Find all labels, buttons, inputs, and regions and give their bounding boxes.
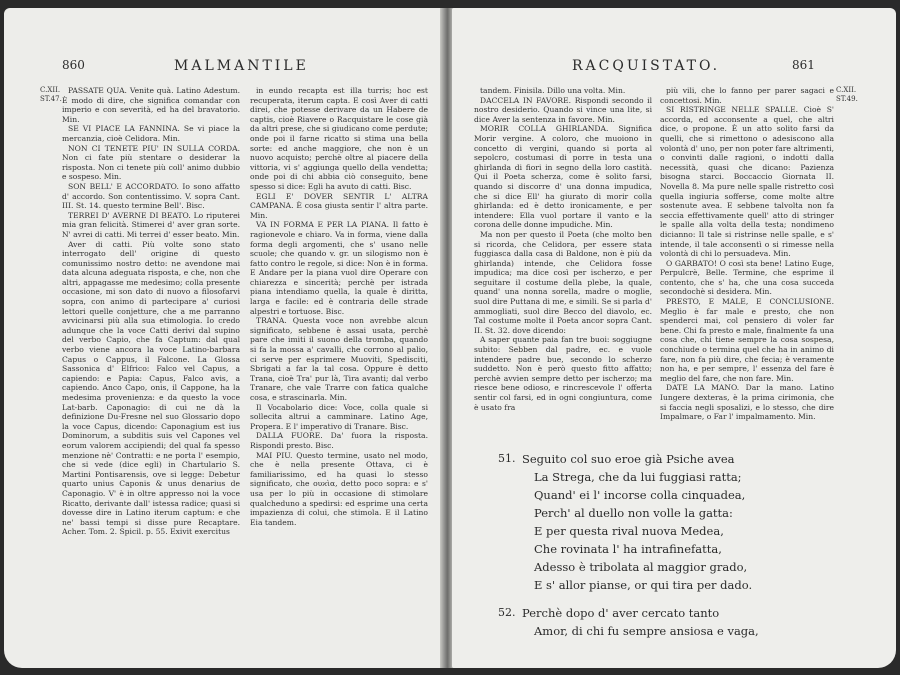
verse-line bbox=[498, 604, 862, 622]
verse-text: Amor, di chi fu sempre ansiosa e vaga, bbox=[534, 624, 759, 638]
verse-text: Che rovinata l' ha intrafinefatta, bbox=[534, 542, 722, 556]
commentary-paragraph: SON BELL' E ACCORDATO. Io sono affatto d' accordo. Son contentissimo. V. sopra Cant. III. St. 14. questo termine Bell'. Bisc. bbox=[62, 181, 240, 211]
commentary-paragraph: Ma non per questo il Poeta (che molto ben si ricorda, che Celidora, per essere stata fuggiasca dalla casa di Baldone, non è più da ghirlanda) intende, che Celidora fosse impudica; ma dice così per ischerzo, e per seguitare il costume della plebe, la quale, quand' una nonna sorella, madre o moglie, suol dire Puttana di me, e simili. Se si parla d' ammogliati, suol dire Becco del diavolo, ec. Tal costume molte il Poeta ancor sopra Cant. II. St. 32. dove dicendo: bbox=[474, 229, 652, 335]
verse-line bbox=[498, 450, 862, 468]
commentary-paragraph: Il Vocabolario dice: Voce, colla quale si sollecita altrui a camminare. Latino Age, Propera. E l' imperativo di Tranare. Bisc. bbox=[250, 402, 428, 431]
verse-line bbox=[522, 576, 862, 594]
left-page bbox=[4, 8, 442, 668]
right-page bbox=[452, 8, 896, 668]
verse-line bbox=[522, 468, 862, 486]
verse-text: E per questa rival nuova Medea, bbox=[534, 524, 724, 538]
commentary-paragraph: DALLA FUORE. Da' fuora la risposta. Rispondi presto. Bisc. bbox=[250, 431, 428, 450]
verse-line bbox=[522, 540, 862, 558]
commentary-paragraph: più vili, che lo fanno per parer sagaci e concettosi. Min. bbox=[660, 86, 834, 105]
verse-text: Quand' ei l' incorse colla cinquadea, bbox=[534, 488, 746, 502]
commentary-paragraph: SI RISTRINGE NELLE SPALLE. Cioè S' accorda, ed acconsente a quel, che altri dice, o propone. È un atto solito farsi da quelli, che si rimettono o adesiscono alla volontà d' uno, per non poter fare altrimenti, o convinti dalle ragioni, o indotti dalla necessità, quasi che dicano: Pazienza bisogna starci. Boccaccio Giornata II. Novella 8. Ma pure nelle spalle ristretto così quella ingiuria sofferse, come molte altre sostenute avea. E sebbene talvolta non fa seccia effettivamente quell' atto di stringer le spalle alla volta della testa; nondimeno dicianno: Il tale si ristrinse nelle spalle, e s' intende, il tale acconsentì o si rimesse nella volontà di chi lo persuadeva. Min. bbox=[660, 105, 834, 259]
commentary-paragraph: PRESTO, E MALE, E CONCLUSIONE. Meglio è far male e presto, che non spenderci mai, col pensiero di voler far bene. Chi fa presto e male, finalmente fa una cosa che, chi tiene sempre la cosa sospesa, conchiude o termina quel che ha in animo di fare, non fa più dire, che fecia; è veramente non ha, e per sempre, l' essenza del fare è meglio del fare, che non fare. Min. bbox=[660, 297, 834, 383]
commentary-paragraph: SE VI PIACE LA FANNINA. Se vi piace la mercanzia, cioè Celidora. Min. bbox=[62, 124, 240, 143]
verse-text: La Strega, che da lui fuggiasi ratta; bbox=[534, 470, 742, 484]
commentary-paragraph: TERREI D' AVERNE DI BEATO. Lo riputerei mia gran felicità. Stimerei d' aver gran sorte. N' avrei di catti. Mi terrei d' esser beato. Min. bbox=[62, 210, 240, 239]
commentary-paragraph: EGLI E' DOVER SENTIR L' ALTRA CAMPANA. È cosa giusta sentir l' altra parte. Min. bbox=[250, 191, 428, 220]
right-column-2 bbox=[660, 86, 834, 442]
verse-line bbox=[522, 486, 862, 504]
commentary-paragraph: TRANA. Questa voce non avrebbe alcun significato, sebbene è assai usata, perchè pare che imiti il suono della tromba, quando si fa la mossa a' cavalli, che corrono al palio, ci serve per esprimere Muoviti, Spedisciti, Sbrigati a far la tal cosa. Oppure è detto Trana, cioè Tra' pur là, Tira avanti; dal verbo Tranare, che vale Trarre con fatica qualche cosa, e strascinarla. Min. bbox=[250, 316, 428, 402]
stanza-number: 52. bbox=[498, 606, 516, 619]
stanza-number: 51. bbox=[498, 452, 516, 465]
commentary-paragraph: A saper quante paia fan tre buoi: soggiugne subito: Sebben dal padre, ec. e vuole intendere padre bue, secondo lo scherzo suddetto. Non è però questo fitto affatto; perchè avvien sempre detto per ischerzo; ma riesce bene odioso, e rincrescevole l' offerta sentir col farsi, ed in ogni congiuntura, come è usato fra bbox=[474, 335, 652, 412]
page-number-left: 860 bbox=[62, 58, 85, 72]
commentary-paragraph: DACCELA IN FAVORE. Rispondi secondo il nostro desiderio. Quando si vince una lite, si dice Aver la sentenza in favore. Min. bbox=[474, 95, 652, 124]
margin-note-right: C.XII. ST.49. bbox=[836, 86, 858, 103]
verse-text: Perchè dopo d' aver cercato tanto bbox=[522, 606, 720, 620]
left-column-1 bbox=[62, 86, 240, 616]
page-number-right: 861 bbox=[792, 58, 815, 72]
commentary-paragraph: MAI PIU. Questo termine, usato nel modo, che è nella presente Ottava, ci è familiarissimo, ed ha quasi lo stesso significato, che ουϰὶα, detto poco sopra: e s' usa per lo più in occasione di stimolare qualcheduno a spedirsi: ed esprime una certa impazienza di colui, che stimola. E il Latino Eia tandem. bbox=[250, 450, 428, 527]
commentary-paragraph: tandem. Finisila. Dillo una volta. Min. bbox=[480, 86, 626, 95]
commentary-paragraph: O GARBATO! O così sta bene! Latino Euge, Perpulcrè, Belle. Termine, che esprime il contento, che s' ha, che una cosa succeda secondochè si desidera. Min. bbox=[660, 258, 834, 297]
verse-text: Perch' al duello non volle la gatta: bbox=[534, 506, 733, 520]
verse-text: Seguito col suo eroe già Psiche avea bbox=[522, 452, 735, 466]
verse-block bbox=[498, 450, 862, 640]
verse-text: Adesso è tribolata al maggior grado, bbox=[534, 560, 748, 574]
right-column-1 bbox=[474, 86, 652, 442]
commentary-paragraph: DATE LA MANO. Dar la mano. Latino Iungere dexteras, è la prima cirimonia, che si faccia negli sposalizi, e lo stesso, che dire Impalmare, o Far l' impalmamento. Min. bbox=[660, 383, 834, 422]
commentary-paragraph: MORIR COLLA GHIRLANDA. Significa Morir vergine. A coloro, che muoiono in concetto di vergini, quando si porta al sepolcro, costumasi di porre in testa una ghirlanda di fiori in segno della loro castità. Qui il Poeta scherza, come è solito farsi, quando si discorre d' una donna impudica, che si dice Ell' ha giurato di morir colla ghirlanda: ed è detto ironicamente, e per intendere: Ella vuol portare il vanto e la corona delle donne impudiche. Min. bbox=[474, 124, 652, 230]
commentary-paragraph: in eundo recapta est illa turris; hoc est recuperata, iterum capta. E così Aver di catti direi, che potesse derivare da un Habere de captis, cioè Riavere o Racquistare le cose già da altri prese, che si giudicano come perdute; onde poi il farne ricatto si stima una bella sorte: ed anche maggiore, che non è un nuovo acquisto; perchè oltre al piacere della vittoria, vi s' aggiunga quello della vendetta; onde poi di chi abbia ciò conseguito, bene spesso si dice: Egli ha avuto di catti. Bisc. bbox=[250, 86, 428, 191]
verse-line bbox=[522, 504, 862, 522]
verse-line bbox=[522, 558, 862, 576]
running-head-left: MALMANTILE bbox=[174, 58, 309, 74]
verse-line bbox=[522, 522, 862, 540]
commentary-paragraph: Aver di catti. Più volte sono stato interrogato dell' origine di questo comunissimo nostro detto: ne avendone mai data alcuna adeguata risposta, e che, non che altri, appagasse me medesimo; colla presente occasione, mi son dato di nuovo a filosofarvi sopra, con animo di partecipare a' curiosi lettori quelle conjetture, che a me parranno avvicinarsi più alla sua etimologia. Io credo adunque che la voce Catti derivi dal supino del verbo Capio, che fa Captum: dal qual verbo viene ancora la voce Latino-barbara Capus o Cappus, il Falcone. La Glossa Sassonica d' Elfrico: Falco vel Capus, a capiendo: e Papia: Capus, Falco avis, a capiendo. Anco Capo, onis, il Cappone, ha la medesima provenienza: e da questo la voce Lat-barb. Caponagio: di cui ne dà la definizione Du-Fresne nel suo Glossario dopo la voce Capus, dicendo: Caponagium est ius Dominorum, a subditis suis vel Capones vel eorum valorem accipiendi; del qual fa spesso menzione nè' Contratti: e ne porta l' esempio, che si vede (dice egli) in Chartulario S. Martini Pontisarensis, ove si legge: Debetur quarto unius Caponis & unus denarius de Caponagio. V' è in oltre appresso noi la voce Ricatto, derivante dall' istessa radice; quasi si dovesse dire in Latino iterum captum: e che ne' bassi tempi si disse pure Recaptare. Acher. Tom. 2. Spicil. p. 55. Exivit exercitus bbox=[62, 239, 240, 537]
running-head-right: RACQUISTATO. bbox=[572, 58, 721, 74]
commentary-paragraph: PASSATE QUA. Venite quà. Latino Adestum. È modo di dire, che significa comandar con imperio e con severità, ed ha del bravatorio. Min. bbox=[62, 86, 240, 124]
commentary-paragraph: NON CI TENETE PIU' IN SULLA CORDA. Non ci fate più stentare o desiderar la risposta. Non ci tenete più coll' animo dubbio e sospeso. Min. bbox=[62, 143, 240, 182]
margin-note-left: C.XII. ST.47. bbox=[40, 86, 62, 103]
left-column-2 bbox=[250, 86, 428, 616]
verse-text: E s' allor pianse, or qui tira per dado. bbox=[534, 578, 753, 592]
verse-line bbox=[522, 622, 862, 640]
commentary-paragraph: VA IN FORMA E PER LA PIANA. Il fatto è ragionevole e chiaro. Va in forma, viene dalla forma degli argomenti, che s' usano nelle scuole; che quando v. gr. un silogismo non è fatto contro le regole, si dice: Non è in forma. E Andare per la piana vuol dire Operare con chiarezza e sincerità; perchè per istrada piana intendiamo quella, la quale è diritta, larga e facile: ed è contraria delle strade alpestri e tortuose. Bisc. bbox=[250, 220, 428, 316]
